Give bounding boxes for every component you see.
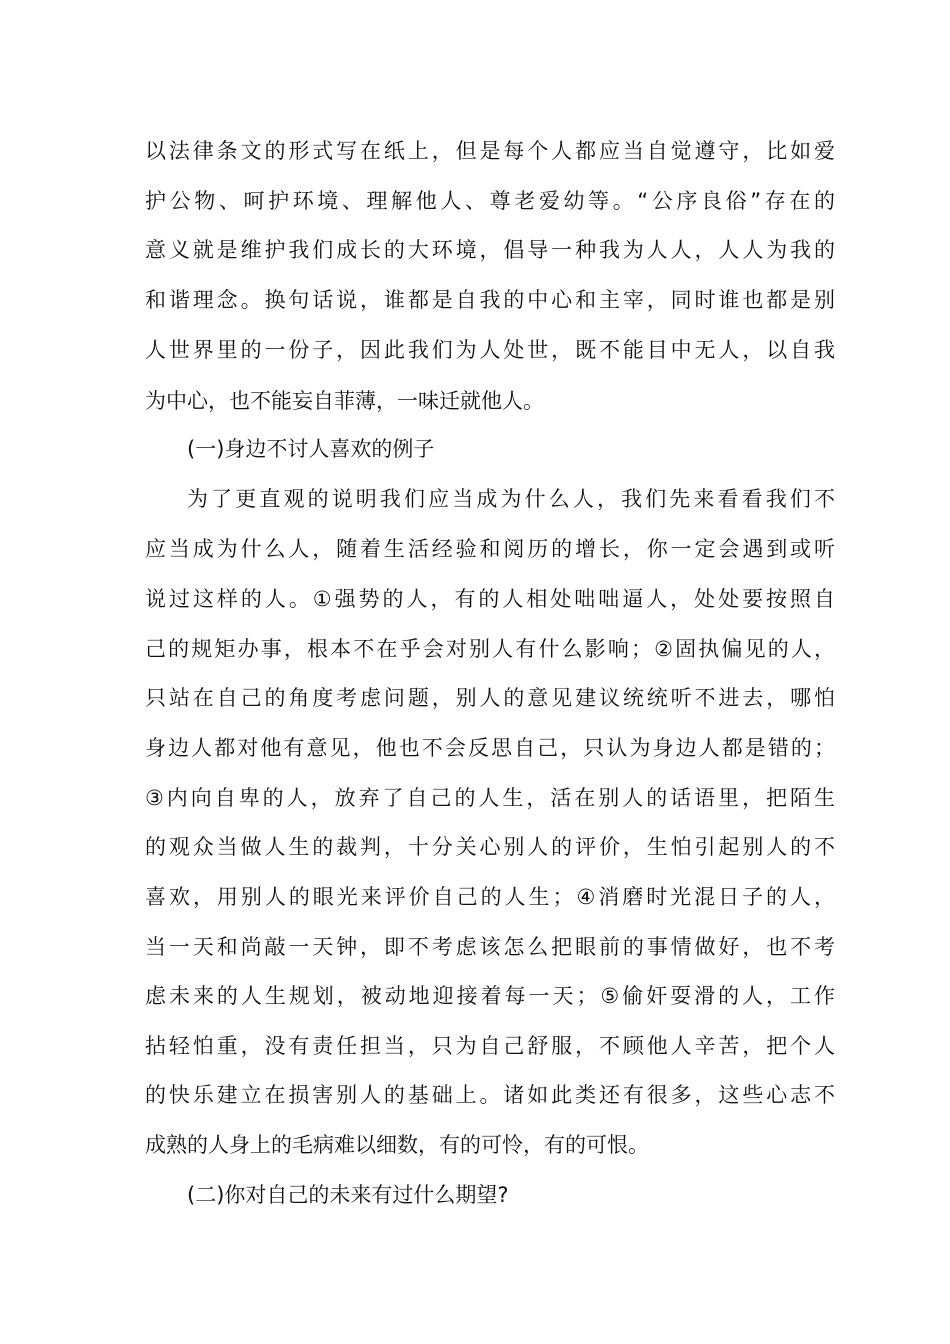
paragraph-2-line-7: ③内向自卑的人，放弃了自己的人生，活在别人的话语里，把陌生 [145,786,835,810]
paragraph-2-line-2: 应当成为什么人，随着生活经验和阅历的增长，你一定会遇到或听 [145,537,835,561]
section-heading-1: (一)身边不讨人喜欢的例子 [187,437,435,461]
paragraph-2-line-4: 己的规矩办事，根本不在乎会对别人有什么影响；②固执偏见的人， [145,637,835,661]
paragraph-1-line-1: 以法律条文的形式写在纸上，但是每个人都应当自觉遵守，比如爱 [145,139,835,163]
paragraph-2-line-3: 说过这样的人。①强势的人，有的人相处咄咄逼人，处处要按照自 [145,587,835,611]
paragraph-1-line-4: 和谐理念。换句话说，谁都是自我的中心和主宰，同时谁也都是别 [145,288,835,312]
paragraph-2-line-1: 为了更直观的说明我们应当成为什么人，我们先来看看我们不 [187,487,835,511]
paragraph-2-line-13: 的快乐建立在损害别人的基础上。诸如此类还有很多，这些心志不 [145,1083,835,1107]
paragraph-2-line-9: 喜欢，用别人的眼光来评价自己的人生；④消磨时光混日子的人， [145,885,835,909]
paragraph-2-line-11: 虑未来的人生规划，被动地迎接着每一天；⑤偷奸耍滑的人，工作 [145,984,835,1008]
paragraph-2-line-5: 只站在自己的角度考虑问题，别人的意见建议统统听不进去，哪怕 [145,686,835,710]
paragraph-1-line-6: 为中心，也不能妄自菲薄，一味迁就他人。 [145,389,544,413]
paragraph-1-line-3: 意义就是维护我们成长的大环境，倡导一种我为人人，人人为我的 [145,238,835,262]
paragraph-1-line-5: 人世界里的一份子，因此我们为人处世，既不能目中无人，以自我 [145,338,835,362]
paragraph-1-line-2: 护公物、呵护环境、理解他人、尊老爱幼等。“公序良俗”存在的 [145,189,835,213]
paragraph-2-line-8: 的观众当做人生的裁判，十分关心别人的评价，生怕引起别人的不 [145,835,835,859]
section-heading-2: (二)你对自己的未来有过什么期望? [187,1183,509,1207]
paragraph-2-line-10: 当一天和尚敲一天钟，即不考虑该怎么把眼前的事情做好，也不考 [145,935,835,959]
paragraph-2-line-14: 成熟的人身上的毛病难以细数，有的可怜，有的可恨。 [145,1133,649,1157]
paragraph-2-line-12: 拈轻怕重，没有责任担当，只为自己舒服，不顾他人辛苦，把个人 [145,1034,835,1058]
paragraph-2-line-6: 身边人都对他有意见，他也不会反思自己，只认为身边人都是错的； [145,736,835,760]
